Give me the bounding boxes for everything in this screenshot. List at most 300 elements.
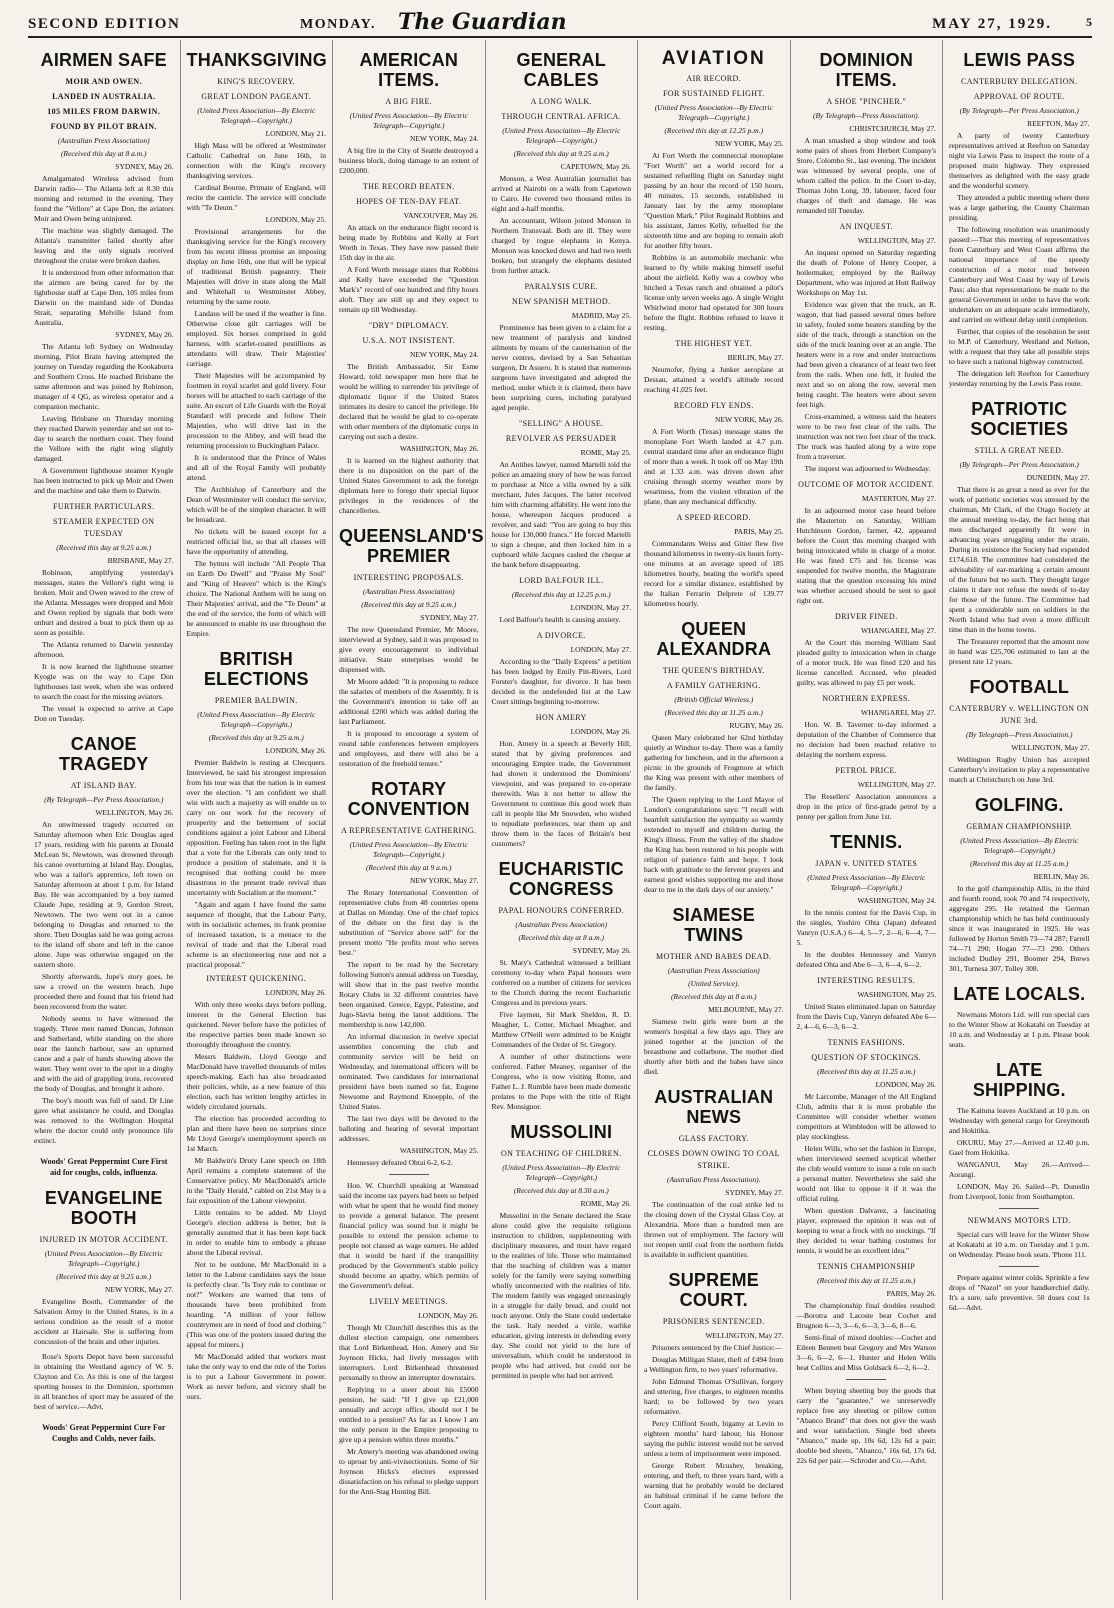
dateline: REEFTON, May 27. [1027, 119, 1090, 128]
paragraph: The report to be read by the Secretary following Sutton's annual address on Tuesday, will show that in the past twelve months Rotary Clubs in 32 different countries have been organised. Greece, Egypt, Palestine, and Jugo-Slavia being the latest additions. The membership is now 142,000. [339, 960, 479, 1029]
article-aviation [644, 50, 784, 333]
paragraph: WANGANUI, May 26.—Arrived—Aorangi. [949, 1160, 1090, 1179]
article-eucharistic-congress [492, 859, 632, 1112]
paragraph: Mr Amery's meeting was abandoned owing to uproar by anti-vivisectionists. Some of Sir Joynson Hicks's electors expressed dissatisfaction on his refusal to pledge support for the Anti-Stag Hunting Bill. [339, 1447, 479, 1496]
credit: (United Press Association—By Electric Telegraph—Copyright.) [44, 1249, 163, 1268]
dateline: SYDNEY, May 26. [572, 946, 631, 955]
paragraph: Cross-examined, a witness said the heaters were to be two feet clear of the rails. The instruction was not two feet clear of the truck. The truck was hauled along by a wire rope from a traverser. [796, 412, 936, 461]
subhead: "SELLING" A HOUSE. [518, 419, 604, 428]
article-further-particulars [34, 501, 174, 724]
subhead: QUESTION OF STOCKINGS. [811, 1053, 922, 1062]
dateline: SYDNEY, May 26. [115, 330, 174, 339]
subhead: CLOSES DOWN OWING TO COAL STRIKE. [647, 1149, 780, 1170]
dateline: MASTERTON, May 27. [862, 494, 936, 503]
subhead: U.S.A. NOT INSISTENT. [362, 336, 456, 345]
paragraph: The boy's mouth was full of sand. Dr Line gave what assistance he could, and Douglas was removed to the Wellington Hospital where the doctor could only pronounce life extinct. [34, 1096, 174, 1145]
article-selling-a-house [492, 418, 632, 570]
article-churchill [339, 1174, 479, 1291]
paragraph: An accountant, Wilson joined Monson in Northern Transvaal. Both are ill. They were charged by rogue elephants in Kenya. Monson was knocked down and had two teeth broken, but strangely the elephants desisted from further attack. [491, 216, 631, 275]
paragraph: The delegation left Reefton for Canterbury yesterday returning by the Lewis Pass route. [949, 369, 1090, 388]
subhead: MOTHER AND BABES DEAD. [656, 952, 772, 961]
paragraph: Evidence was given that the truck, an R. wagon, that had passed several times before in safety, fouled some heaters standing by the side of the track, through a stanchion on the side of the truck leaning over at an angle. The heaters were in a row and under instructions had been given a clearance of at least two feet from the rails. When one fell, it fouled the next and so on along the row, several men being caught. The heaters were about seven feet high. [796, 300, 936, 409]
paragraph: Robbins is an automobile mechanic who learned to fly while making himself useful about the airfield. Kelly was a cowboy who hitched a Texas ranch and obtained a pilot's license only seven weeks ago. A single Wright Whirlwind motor had operated for 300 hours before the flight. Robbins refused to leave it resting. [644, 253, 784, 332]
paragraph: In the tennis contest for the Davis Cup, in the singles, Yoshiro Ohta (Japan) defeated Vanryn (U.S.A.) 6—4, 5—7, 2—6, 6—4, 7—5. [796, 908, 936, 947]
column-7 [943, 40, 1096, 1600]
divider [999, 1208, 1039, 1209]
day-label: MONDAY. [300, 17, 376, 32]
subhead: AN INQUEST. [839, 222, 894, 231]
headline: ROTARY CONVENTION [347, 779, 470, 819]
paragraph: Percy Clifford South, bigamy at Levin to eighteen months' hard labour, his Honour saying the public interest would not be served unless a term of imprisonment were imposed. [644, 1419, 784, 1458]
divider [999, 1266, 1039, 1267]
credit: (By Telegraph—Press Association). [812, 111, 920, 120]
paragraph: The Atlanta left Sydney on Wednesday morning, Pilot Brain having attempted the journey on Tuesday regarding the Kookaburra and Southern Cross. He reached Brisbane the same afternoon and was joined by Robinson, manager of 4 QG, as wireless operator and a companion mechanic. [34, 342, 174, 411]
subhead: A REPRESENTATIVE GATHERING. [341, 826, 477, 835]
dateline: WHANGAREI, May 27. [861, 626, 936, 635]
subhead: HON AMERY [535, 713, 587, 722]
subhead: RECORD FLY ENDS. [673, 401, 754, 410]
divider [389, 1174, 429, 1175]
paragraph: John Edmund Thomas O'Sullivan, forgery and uttering, five charges, to eighteen months hard; to be followed by two years reformative. [644, 1377, 784, 1416]
received-time: (Received this day at 8.30 a.m.) [513, 1186, 609, 1195]
subhead: A SPEED RECORD. [676, 513, 751, 522]
received-time: (Received this day at 9 a.m.) [365, 863, 452, 872]
received-time: (Received this day at 11.25 a.m.) [970, 859, 1069, 868]
received-time: (Received this day at 8 a.m.) [518, 933, 605, 942]
headline: DOMINION ITEMS. [819, 50, 914, 90]
subhead: LORD BALFOUR ILL. [519, 576, 604, 585]
dateline: MADRID, May 25. [571, 311, 631, 320]
column-4 [486, 40, 639, 1600]
paragraph: Though Mr Churchill describes this as the dullest election campaign, one remembers that Lord Birkenhead, Hon. Amery and Sir Joynson Hicks, had lively messages with interrupters. Lord Birkenhead threatened personally to throw an interrupter downstairs. [339, 1323, 479, 1382]
paragraph: Amalgamated Wireless advised from Darwin radio— The Atlanta left at 8.30 this morning and returned in the evening. They found the "Vellore" at Cape Don, the aviators Moir and Owen being uninjured. [34, 174, 174, 223]
credit: (By Telegraph—Per Press Association.) [959, 460, 1079, 469]
article-patriotic-societies [949, 399, 1090, 667]
paragraph: LONDON, May 26. Sailed—Pt. Dunedin from Liverpool, Ionic from Southampton. [949, 1182, 1090, 1201]
subhead: FOUND BY PILOT BRAIN. [50, 122, 157, 131]
dateline: CAPETOWN, May 26. [560, 162, 631, 171]
paragraph: That there is as great a need as ever for the work of patriotic societies was stressed by the chairman, Mr Clark, of the Otago Society at the annual meeting to-day, the fact being that men discharged apparently fit were in advancing years struggling under the strain. During its existence the Society had expended £174,618. The committee had considered the advisability of ear-marking a certain amount of the future but no such. They thought larger claims it dare not refuse the needs of to-day for those of the future. The Committee had spent a considerable sum on soldiers in the North Island who had even a more difficult time than in the home towns. [949, 485, 1090, 634]
paragraph: An attack on the endurance flight record is being made by Robbins and Kelly at Fort Worth in Texas. They have now passed their 15th day in the air. [339, 223, 479, 262]
paragraph: In the doubles Hennessey and Vanryn defeated Ohta and Abe 6—3, 6—4, 6—2. [796, 950, 936, 969]
article-australian-news [644, 1087, 784, 1260]
paragraph: Prominence has been given to a claim for a new treatment of paralysis and kindred ailments by means of the cauterisation of the nerve centres, devised by a San Sebastian surgeon, Dr Asuero. It is stated that numerous surgeons have investigated and adopted the method, under which it is claimed, there have been surprising cures, including paralysed aged people. [491, 323, 631, 412]
headline: AUSTRALIAN NEWS [654, 1087, 774, 1127]
credit: (Australian Press Association) [362, 587, 455, 596]
dateline: NEW YORK, May 27. [104, 1285, 174, 1294]
article-general-cables [492, 50, 632, 276]
article-supreme-court [644, 1270, 784, 1511]
dateline: NEW YORK, May 26. [714, 415, 784, 424]
paragraph: At Fort Worth the commercial monoplane "Fort Worth" set a world record for a sustained refuelling flight on Saturday night passing by an hour the record of 150 hours, 40 minutes, 15 seconds, established in January last by the army monoplane "Question Mark." Pilot Reginald Robbins and his assistant, James Kelly, refuelled for the sixteenth time and are hoping to remain aloft for another fifty hours. [644, 151, 784, 250]
paragraph: Evangeline Booth, Commander of the Salvation Army in the United States, is in a serious condition as the result of a motor accident at Hairsale. She is suffering from concussion of the brain and other injuries. [34, 1297, 174, 1346]
subhead: A SHOE "PINCHER." [826, 97, 907, 106]
subhead: STEAMER EXPECTED ON TUESDAY [53, 517, 155, 538]
paragraph: United States eliminated Japan on Saturday from the Davis Cup, Vanryn defeated Abe 6—2, 4—6, 6—3, 6—2. [796, 1002, 936, 1031]
subhead: NEW SPANISH METHOD. [512, 297, 611, 306]
credit: (United Service). [688, 979, 740, 988]
edition-label: SECOND EDITION [28, 16, 181, 32]
subhead: CANTERBURY v. WELLINGTON ON JUNE 3rd. [949, 704, 1090, 725]
paragraph: The following resolution was unanimously passed:—That this meeting of representatives from Canterbury and West Coast affirms the national importance of the speedy construction of a motor road between Canterbury and West Coast by way of Lewis Pass; also that representations be made to the general Government in order to have the work undertaken on an adequate scale immediately, and carried on without delay until completion. [949, 225, 1090, 324]
headline: CANOE TRAGEDY [59, 734, 149, 774]
dateline: WASHINGTON, May 25. [399, 1146, 479, 1155]
dateline: MELBOURNE, May 27. [708, 1005, 784, 1014]
paragraph: The British Ambassador, Sir Esme Howard, told newspaper men here that he would be willing to surrender his privilege of diplomatic liquor if the United States intimates its desire to cancel the privilege. He declared that he would be glad to co-operate with other members of the diplomatic corps in carrying out such a desire. [339, 362, 479, 441]
paragraph: Shortly afterwards, Jupe's story goes, he saw a crowd on the western beach. Jupe proceeded there and found that his friend had been recovered from the water. [34, 972, 174, 1011]
article-football [949, 677, 1090, 785]
credit: (United Press Association—By Electric Telegraph—Copyright.) [197, 710, 316, 729]
paragraph: Further, that copies of the resolution be sent to M.P. of Canterbury, Westland and Nelson, with a request that they take all possible steps to have such a national highway constructed. [949, 327, 1090, 366]
paragraph: A Fort Worth (Texas) message states the monoplane Fort Worth landed at 4.7 p.m. central standard time after an endurance flight of more than a week. It took off on May 19th and at 1.33 a.m. was driven down after cruising through stormy weather more by weariness, from the violent vibration of the plane, than any mechanical difficulty. [644, 427, 784, 506]
paragraph: The new Queensland Premier, Mr Moore, interviewed at Sydney, said it was proposed to give every encouragement to individual initiative. State enterprises would be dispensed with. [339, 625, 479, 674]
subhead: LIVELY MEETINGS. [369, 1297, 449, 1306]
subhead: STILL A GREAT NEED. [974, 446, 1064, 455]
dateline: LONDON, May 26. [265, 988, 326, 997]
subhead: FURTHER PARTICULARS. [53, 502, 155, 511]
subhead: PRISONERS SENTENCED. [662, 1317, 765, 1326]
paragraph: A party of twenty Canterbury representatives arrived at Reefton on Saturday night via Lewis Pass to inspect the route of a proposed main highway. They expressed themselves as delighted with the easy grade and the wonderful scenery. [949, 131, 1090, 190]
article-canoe-tragedy [34, 734, 174, 1146]
received-time: (Received this day at 8 a.m.) [670, 992, 757, 1001]
paragraph: The continuation of the coal strike led to the closing down of the Crystal Glass Coy. at Alexandria. More than a hundred men are thrown out of employment. The factory will not reopen until coal from the northern fields is available in sufficient quantities. [644, 1200, 784, 1259]
credit: (United Press Association—By Electric Telegraph—Copyright.) [349, 840, 468, 859]
paragraph: Queen Mary celebrated her 62nd birthday quietly at Windsor to-day. There was a family gathering for luncheon, and in the afternoon a picnic in the grounds of Frogmore at which the King was present with other members of the family. [644, 733, 784, 792]
subhead: INTEREST QUICKENING. [206, 974, 307, 983]
paragraph: Lord Balfour's health is causing anxiety. [499, 615, 621, 624]
article-northern-express [797, 693, 937, 760]
subhead: TENNIS FASHIONS. [827, 1038, 905, 1047]
paragraph: A Ford Worth message states that Robbins and Kelly have exceeded the "Question Mark's" record of one hundred and fifty hours aloft. They are still up and they expect to remain up till Wednesday. [339, 265, 479, 314]
article-interesting-results [797, 975, 937, 1032]
paragraph: Commandants Weiss and Gitier flew five thousand kilometres in twenty-six hours forty-one minutes at an average speed of 185 kilometres hourly, beating the world's speed record for a similar distance, established by the Italian Ferrarin Delprete of 139.77 kilometres hourly. [644, 539, 784, 608]
dateline: WASHINGTON, May 24. [857, 896, 936, 905]
subhead: GLASS FACTORY. [678, 1134, 749, 1143]
subhead: AT ISLAND BAY. [70, 781, 137, 790]
paragraph: The vessel is expected to arrive at Cape Don on Tuesday. [34, 704, 174, 723]
subhead: PREMIER BALDWIN. [214, 696, 298, 705]
dateline: LONDON, May 21. [265, 129, 326, 138]
credit: (Australian Press Association). [666, 1175, 761, 1184]
article-late-locals [949, 984, 1090, 1050]
dateline: WHANGAREI, May 27. [861, 708, 936, 717]
article-record-beaten [339, 181, 479, 315]
credit: (Australian Press Association) [57, 136, 150, 145]
headline: SIAMESE TWINS [672, 905, 755, 945]
dateline: LONDON, May 27. [570, 645, 631, 654]
paragraph: Mr Baldwin's Drury Lane speech on 18th April remains a complete statement of the Conservative policy. Mr MacDonald's article in the "Daily Herald," cabled on 21st May is a fair exposition of the Labour viewpoint. [186, 1156, 326, 1205]
subhead: 105 MILES FROM DARWIN. [47, 107, 161, 116]
headline: BRITISH ELECTIONS [203, 649, 309, 689]
advertisement-title: NEWMANS MOTORS LTD. [967, 1216, 1071, 1225]
article-inquest [797, 221, 937, 474]
credit: (United Press Association—By Electric Telegraph—Copyright.) [502, 126, 621, 145]
article-dominion-items [797, 50, 937, 216]
dateline: DUNEDIN, May 27. [1026, 473, 1090, 482]
advertisement: Woods' Great Peppermint Cure First aid for coughs, colds, influenza. [40, 1157, 168, 1177]
paragraph: Landaus will be used if the weather is fine. Otherwise close gilt carriages will be employed. Six horses comprised in gold harness, with scarlet-coated postillions as attendants will draw. Their Majesties' carriage. [186, 309, 326, 368]
paragraph: At the Court this morning William Saul pleaded guilty to intoxication when in charge of a motor truck. He was fined £20 and his license cancelled. Accused, who pleaded guilty, was allowed to pay £5 per week. [796, 638, 936, 687]
paragraph: The inquest was adjourned to Wednesday. [804, 464, 931, 473]
dateline: NEW YORK, May 24. [409, 350, 479, 359]
dateline: LONDON, May 26. [570, 727, 631, 736]
paragraph: The Kaituna leaves Auckland at 10 p.m. on Wednesday with general cargo for Greymouth and Hokitika. [949, 1106, 1090, 1135]
subhead: JAPAN v. UNITED STATES [815, 859, 918, 868]
paragraph: Newmans Motors Ltd. will run special cars to the Winter Show at Kokatahi on Tuesday at 10 a.m. and Wednesday at 1 p.m. Please book seats. [949, 1010, 1090, 1049]
article-tennis [797, 832, 937, 970]
paragraph: Five laymen, Sir Mark Sheldon, R. D. Meagher, L. Cotter, Michael Meagher, and Matthew O'Neill were admitted to be Knight Commanders of the Order of St. Gregory. [491, 1010, 631, 1049]
article-speed-record [644, 512, 784, 609]
dateline: WELLINGTON, May 27. [1011, 743, 1090, 752]
paragraph: In an adjourned motor case heard before the Masterton on Saturday, William Hutchinson Gordon, farmer, 42, appeared before the Court this morning charged with being intoxicated while in charge of a motor. He was fined £75 and his license was suspended for twelve months, the Magistrate stating that the question excessing his mind was whether accused should be sent to gaol right out. [796, 506, 936, 605]
article-queenslands-premier [339, 526, 484, 769]
paragraph: The Atlanta returned to Darwin yesterday afternoon. [34, 640, 174, 659]
received-time: (Received this day at 9.25 a.m.) [56, 1272, 152, 1281]
subhead: PETROL PRICE. [835, 766, 898, 775]
paragraph: A big fire in the City of Seattle destroyed a business block, doing damage to an extent of £200,000. [339, 146, 479, 175]
article-american-items [339, 50, 479, 176]
headline: THANKSGIVING [186, 50, 327, 70]
paragraph: Hon. Amery in a speech at Beverly Hill, stated that by giving preferences and encouraging Empire trade, the Government had shown it understood the Dominions' viewpoint, and was prepared to co-operate therewith. Was it not better to allow the Government to continue this good work than call in people like Mr Snowden, who wished to repudiate preferences, tear them up and throw them in the faces of Britain's best customers? [491, 739, 631, 848]
article-lewis-pass [949, 50, 1090, 389]
received-time: (Received this day at 11.25 a.m.) [817, 1276, 916, 1285]
paragraph: The machine was slightly damaged. The Atlanta's transmitter failed shortly after leaving and the only signals received throughout the cruise were broken dashes. [34, 226, 174, 265]
paragraph: High Mass will be offered at Westminster Catholic Cathedral on June 16th, in connection with the King's recovery thanksgiving services. [186, 141, 326, 180]
paragraph: The Resellers' Association announces a drop in the price of first-grade petrol by a penny per gallon from June 1st. [796, 792, 936, 821]
paragraph: A Government lighthouse steamer Kyogle has been instructed to pick up Moir and Owen and the machine and take them to Darwin. [34, 466, 174, 495]
paragraph: Hon. W. Churchill speaking at Wanstead said the income tax payers had been so helped with what he spent that he would find money to provide a general balance. The present financial policy was sound but it might be possible to extend the pension scheme to people not classed as wage earners. He added that it would be hard if the tranquillity produced by the Government's stable policy should become an apathy, which permits of the Government's defeat. [339, 1181, 479, 1290]
article-rotary-convention [339, 779, 479, 1168]
article-lord-balfour [492, 575, 632, 625]
paragraph: They attended a public meeting where there was a large gathering, the County Chairman presiding. [949, 193, 1090, 222]
advertisement: Special cars will leave for the Winter Show at Kokatahi at 10 a.m. on Tuesday and 1 p.m. on Wednesday. Please book seats. 'Phone 111. [949, 1230, 1090, 1259]
article-motor-accident [797, 479, 937, 606]
credit: (By Telegraph—Per Press Association.) [959, 106, 1079, 115]
paragraph: Mr MacDonald added that workers must take the only way to end the rule of the Tories is to put a Labour Government in power. Work as never before, and victory shall be ours. [186, 1352, 326, 1401]
paragraph: It is proposed to encourage a system of round table conferences between employers and employees, and there will also be a restoration of the freehold tenure." [339, 729, 479, 768]
subhead: FOR SUSTAINED FLIGHT. [662, 89, 765, 98]
paragraph: Semi-final of mixed doubles:—Cochet and Eileen Bennett beat Gregory and Mrs Watson 3—6, 6—2, 6—1. Hunter and Helen Wills beat Collins and Miss Goldsack 6—2, 6—2. [796, 1333, 936, 1372]
received-time: (Received this day at 11.25 a.m.) [817, 1067, 916, 1076]
paragraph: Robinson, amplifying yesterday's messages, states the Vellore's right wing is broken. Moir and Owen waved to the crew of the Atlanta. Messages were dropped and Moir and Owen replied by signals that both were unhurt and desired a boat to pick them up as soon as possible. [34, 568, 174, 637]
paragraph: An informal discussion in twelve special assemblies concerning the club and community service will be held on Wednesday, and international officers will be nominated. Two candidates for international president have been named so far, Eugene Newsome and Raymond Knoepple, of the United States. [339, 1032, 479, 1111]
masthead [28, 8, 1092, 38]
received-time: (Received this day at 11.25 a.m.) [664, 708, 763, 717]
subhead: MOIR AND OWEN. [65, 77, 142, 86]
subhead: "DRY" DIPLOMACY. [368, 321, 449, 330]
article-tennis-fashions [797, 1037, 937, 1256]
paragraph: When question Dalvarez, a fascinating player, expressed the opinion it was out of keeping to wear a frock with no stockings. "If they decided to wear bathing costumes for tennis, it would be an excellent idea." [796, 1206, 936, 1255]
column-6 [791, 40, 944, 1600]
subhead: HOPES OF TEN-DAY FEAT. [356, 197, 462, 206]
credit: (United Press Association—By Electric Telegraph—Copyright.) [197, 106, 316, 125]
advertisement: Rose's Sports Depot have been successful in obtaining the Westland agency of W. S. Clayton and Co. As this is one of the largest sporting houses in the Dominion, sportsmen in all branches of sport may be assured of the best of service.—Advt. [34, 1352, 174, 1411]
article-evangeline-booth [34, 1188, 174, 1347]
credit: (By Telegraph—Press Association.) [965, 730, 1073, 739]
headline: SUPREME COURT. [668, 1270, 759, 1310]
paragraph: Replying to a sneer about his £5000 pension, he said: "If I give up £21,000 annually and accept office, should not I be entitled to a pension? As far as I know I am the only person in the Empire proposing to give up a pension within three months." [339, 1385, 479, 1444]
headline: QUEENSLAND'S PREMIER [339, 526, 484, 566]
paragraph: Douglas Milligan Slater, theft of £494 from a Wellington firm, to two years' reformative. [644, 1355, 784, 1374]
paragraph: It is now learned the lighthouse steamer Kyogle was on the way to Cape Don lighthouses last week, when she was ordered to search the coast for the missing aviators. [34, 662, 174, 701]
paragraph: OKURU, May 27.—Arrived at 12.40 p.m. Gael from Hokitika. [949, 1138, 1090, 1157]
paragraph: Wellington Rugby Union has accepted Canterbury's invitation to play a representative match at Christchurch on June 3rd. [949, 755, 1090, 784]
headline: AIRMEN SAFE [40, 50, 167, 70]
paragraph: The championship final doubles resulted:—Borotra and Lacoste beat Cochet and Brugnon 6—3, 3—6, 6—3, 3—6, 8—6. [796, 1301, 936, 1330]
paragraph: It is learned on the highest authority that there is no disposition on the part of the United States Government to ask the foreign diplomats here to forego their special liquor privileges in the residences of the chancelleries. [339, 456, 479, 515]
dateline: BRISBANE, May 27. [107, 556, 174, 565]
headline: LATE SHIPPING. [972, 1060, 1066, 1100]
paragraph: No tickets will be issued except for a restricted official list, so that all classes will have the opportunity of attending. [186, 527, 326, 556]
paragraph: The Queen replying to the Lord Mayor of London's congratulations says: "I recall with heartfelt satisfaction the sympathy so warmly extended to myself and children during the King's illness. From the valley of the shadow the King has been restored to his people with religion of patience faith and hope. I look back with gratitude to the fervent prayers and earnest good wishes supporting me and those dear to me in the dark days of our anxiety." [644, 795, 784, 894]
headline: QUEEN ALEXANDRA [656, 619, 772, 659]
article-thanksgiving [187, 50, 327, 639]
dateline: LONDON, May 27. [570, 603, 631, 612]
paragraph: Mr Larcombe, Manager of the All England Club, admits that it is most probable the Committee will consider whether women competitors at Wimbledon will be allowed to play stockingless. [796, 1092, 936, 1141]
headline: FOOTBALL [969, 677, 1070, 697]
received-time: (Received this day at 9.25 a.m.) [361, 600, 457, 609]
dateline: SYDNEY, May 27. [725, 1188, 784, 1197]
headline: LATE LOCALS. [953, 984, 1086, 1004]
dateline: LONDON, May 25. [265, 215, 326, 224]
credit: (United Press Association—By Electric Telegraph—Copyright.) [960, 836, 1079, 855]
subhead: INJURED IN MOTOR ACCIDENT. [39, 1235, 168, 1244]
paragraph: According to the "Daily Express" a petition has been lodged by Emily Pitt-Rivers, Lord Forster's daughter, for divorce. It has been decided in the undefended list at the Law Court sittings beginning to-morrow. [491, 657, 631, 706]
paragraph: Provisional arrangements for the thanksgiving service for the King's recovery from his recent illness promise an imposing display on June 16th, one that will be typical of traditional British pageantry. Their Majesties will drive in state along the Mall and Whitehall to Westminster Abbey, returning by the same route. [186, 227, 326, 306]
paragraph: The hymns will include "All People That on Earth Do Dwell" and "Praise My Soul" and "King of Heaven" which is the King's choice. The National Anthem will be sung on Their Majesties' arrival, and the "Te Deum" at the end of the service, the form of which will be announced to enable its use throughout the Empire. [186, 559, 326, 638]
paragraph: Little remains to be added. Mr Lloyd George's election address is better, but is generally assumed that it has been kept back in order to enable him to embody a phrase about the Liberal revival. [186, 1208, 326, 1257]
paragraph: St. Mary's Cathedral witnessed a brilliant ceremony to-day when Papal honours were conferred on a number of citizens for services to the Church during the recent Eucharistic Congress and in previous years. [491, 958, 631, 1007]
headline: AMERICAN ITEMS. [359, 50, 459, 90]
subhead: A FAMILY GATHERING. [666, 681, 761, 690]
headline: MUSSOLINI [510, 1122, 613, 1142]
dateline: WELLINGTON, May 27. [857, 236, 936, 245]
credit: (United Press Association—By Electric Telegraph—Copyright.) [807, 873, 926, 892]
dateline: ROME, May 25. [580, 448, 631, 457]
article-mussolini [492, 1122, 632, 1381]
paragraph: Mussolini in the Senate declared the State alone could give the requisite religious instruction to children, supplementing with disciplinary measures, and must have regard to the realities of life. Those who maintained that the teaching of children was a matter solely for the family were saying something wholly unconnected with the realities of life. The modern family was engaged unceasingly in a struggle for daily bread, and could not teach anyone. Only the State could undertake the task. Italy needed a virile, warlike education, giving interests in defending every day. She could not yield to the lure of universalism, which could be understood in people who had arrived, but could not be permitted in people who had not arrived. [491, 1211, 631, 1380]
newspaper-title: The Guardian [398, 9, 567, 35]
dateline: PARIS, May 25. [734, 527, 784, 536]
subhead: LANDED IN AUSTRALIA. [52, 92, 156, 101]
page-number: 5 [1086, 15, 1092, 29]
dateline: BERLIN, May 27. [727, 353, 784, 362]
article-british-elections [187, 649, 327, 1402]
paragraph: Helen Wills, who set the fashion in Europe, when interviewed seemed sceptical whether the club would venture to issue a rule on such a personal matter. Nevertheless she said she would not like to oppose it if it was the official ruling. [796, 1144, 936, 1203]
paragraph: Hon. W. B. Taverner to-day informed a deputation of the Chamber of Commerce that no decision had been reached relative to delaying the northern express. [796, 720, 936, 759]
paragraph: Cardinal Bourne, Primate of England, will recite the canticle. The service will conclude with "Te Deum." [186, 183, 326, 212]
subhead: INTERESTING PROPOSALS. [353, 573, 464, 582]
paragraph: A man smashed a shop window and took some pairs of shoes from Herbert Company's Store, Colombo St., last evening. The incident was witnessed by several people, one of whom called the police. In the Court to-day, Thomas John Long, 39, labourer, faced four charges of theft and damage. He was remanded till Tuesday. [796, 136, 936, 215]
article-airmen-safe [34, 50, 174, 496]
subhead: KING'S RECOVERY. [217, 77, 296, 86]
dateline: SYDNEY, May 27. [420, 613, 479, 622]
subhead: OUTCOME OF MOTOR ACCIDENT. [798, 480, 935, 489]
headline: GENERAL CABLES [516, 50, 606, 90]
paragraph: With only three weeks days before polling, interest in the General Election has quickened. Never before have the policies of the respective parties been made known so thoroughly throughout the country. [186, 1000, 326, 1049]
headline: EUCHARISTIC CONGRESS [498, 859, 624, 899]
dateline: ROME, May 26. [580, 1199, 631, 1208]
article-divorce [492, 630, 632, 707]
received-time: (Received this day at 9.25 a.m.) [513, 149, 609, 158]
subhead: GERMAN CHAMPIONSHIP. [966, 822, 1073, 831]
paragraph: "Again and again I have found the same sequence of thought, that the Labour Party, with its socialistic schemes, its frank promise of increased taxation, is a menace to the revival of trade and that the Liberal road scheme is an electioneering ruse and not a practical proposal." [186, 900, 326, 969]
paragraph: In the golf championship Allis, in the third and fourth round, took 70 and 74 respectively, aggregate 295. He retained the German championship which he has held continuously since it was inaugurated in 1925. He was followed by Horton Smith 73—74 287; Farrell 74—71 290; Hogan 77—73 290. Others included Dudley 291, Boomer 294, Brews 301, Turnesa 307, Tolley 308. [949, 884, 1090, 973]
received-time: (Received this day at 8 a.m.) [60, 149, 147, 158]
paragraph: Messrs Baldwin, Lloyd George and MacDonald have travelled thousands of miles speech-making. Each has also broadcasted their policies, while, as a new feature of this election, each has written lengthy articles in widely circulated journals. [186, 1052, 326, 1111]
credit: (United Press Association—By Electric Telegraph—Copyright.) [654, 103, 773, 122]
paragraph: Neumofer, flying a Junker aeroplane at Dessau, attained a world's altitude record reaching 41,025 feet. [644, 365, 784, 394]
advertisement: Prepare against winter colds. Sprinkle a few drops of "Nazol" on your handkerchief daily. It's a sure, safe preventive. 50 doses cost 1s 6d.—Advt. [949, 1273, 1090, 1312]
dateline: LONDON, May 26. [265, 746, 326, 755]
dateline: PARIS, May 26. [886, 1289, 936, 1298]
dateline: NEW YORK, May 24. [409, 134, 479, 143]
paragraph: An inquest opened on Saturday regarding the death of Polone of Henry Cooper, a boilermaker, employed by the Railway Department, who was injured at Hutt Railway Workshops on May 1st. [796, 248, 936, 297]
received-time: (Received this day at 9.25 a.m.) [56, 543, 152, 552]
dateline: NEW YORK, May 27. [409, 876, 479, 885]
credit: (United Press Association—By Electric Telegraph—Copyright.) [349, 111, 468, 130]
dateline: LONDON, May 26. [875, 1080, 936, 1089]
subhead: THE QUEEN'S BIRTHDAY. [662, 666, 765, 675]
subhead: CANTERBURY DELEGATION. [961, 77, 1078, 86]
paragraph: Premier Baldwin is resting at Checquers. Interviewed, he said his strongest impression from his tour was that the nation is in earnest over the election. "I am confident we shall win with such a majority as will enable us to carry on our work for the recovery of prosperity and the betterment of social conditions against a joint Labour and Liberal opposition. Feeling has taken root in the fight that a vote for the Liberals can only tend to produce a position of stalemate, and it is recognised that nothing could be more disastrous to the present trade revival than uncertainty with Socialism at the moment." [186, 758, 326, 897]
column-2 [181, 40, 334, 1600]
paragraph: The Archbishop of Canterbury and the Dean of Westminster will conduct the service, which will be of the simplest character. It will be broadcast. [186, 485, 326, 524]
article-hon-amery [492, 712, 632, 849]
paragraph: The Treasurer reported that the amount now in hand was £25,706 estimated to last at the present rate 12 years. [949, 637, 1090, 666]
headline: EVANGELINE BOOTH [44, 1188, 163, 1228]
article-driver-fined [797, 611, 937, 688]
paragraph: Hennessey defeated Ohtai 6-2, 6-2. [347, 1158, 453, 1167]
subhead: AIR RECORD. [686, 74, 742, 83]
subhead: PARALYSIS CURE. [524, 282, 598, 291]
dateline: WELLINGTON, May 27. [857, 780, 936, 789]
dateline: BERLIN, May 26. [1033, 872, 1090, 881]
subhead: REVOLVER AS PERSUADER [505, 434, 617, 443]
article-late-shipping [949, 1060, 1090, 1202]
received-time: (Received this day at 12.25 p.m.) [511, 590, 611, 599]
headline: AVIATION [661, 48, 766, 69]
paragraph: Prisoners sentenced by the Chief Justice:— [652, 1343, 783, 1352]
headline: PATRIOTIC SOCIETIES [970, 399, 1069, 439]
paragraph: Mr Moore added: "It is proposing to reduce the salaries of members of the Assembly. It is the Government's intention to take off an additional £200 which was added during the last Parliament. [339, 677, 479, 726]
article-tennis-championship [797, 1261, 937, 1373]
article-record-fly-ends [644, 400, 784, 507]
dateline: WELLINGTON, May 27. [705, 1331, 784, 1340]
credit: (By Telegraph—Per Press Association.) [44, 795, 164, 804]
credit: (United Press Association—By Electric Telegraph—Copyright.) [502, 1163, 621, 1182]
paragraph: The last two days will be devoted to the balloting and hearing of several important addresses. [339, 1114, 479, 1143]
dateline: CHRISTCHURCH, May 27. [849, 124, 936, 133]
article-petrol-price [797, 765, 937, 822]
paragraph: The Rotary International Convention of representative clubs from 48 countries opens at Dallas on Monday. One of the chief topics of the debate on the first day is the substitution of "Service above self" for the present motto "He profits most who serves best." [339, 888, 479, 957]
credit: (British Official Wireless.) [674, 695, 754, 704]
subhead: DRIVER FINED. [834, 612, 898, 621]
headline: TENNIS. [830, 832, 903, 852]
credit: (Australian Press Association) [515, 920, 608, 929]
article-lively-meetings [339, 1296, 479, 1497]
divider [846, 1379, 886, 1380]
dateline: VANCOUVER, May 26. [403, 211, 479, 220]
paragraph: An unwitnessed tragedy occurred on Saturday afternoon when Eric Douglas aged 17 years, residing with his parents at Donald McLean St, Newtown, was drowned through his canoe overturning at Island Bay. Douglas, who was a tailor's apprentice, left town on Saturday afternoon at about 1 p.m. for Island Bay. He was accompanied by a boy named Claude Jupe, residing at 9, Gordon Street, Newtown. The two went out in a canoe belonging to Douglas and returned to the shore. Then Douglas said he was going across to the island off shore and left in the canoe alone. Jupe was otherwise engaged on the eastern shore. [34, 820, 174, 969]
paragraph: A number of other distinctions were conferred. Father Meaney, organiser of the Congress, who is now visiting Rome, and Father L. J. Rumble have been made domestic prelates to the Pope with the title of Right Rev. Monsignor. [491, 1052, 631, 1111]
article-highest-yet [644, 338, 784, 395]
subhead: GREAT LONDON PAGEANT. [201, 92, 312, 101]
advertisement: Woods' Great Peppermint Cure For Coughs and Colds, never fails. [42, 1423, 166, 1443]
column-5 [638, 40, 791, 1600]
article-golfing [949, 795, 1090, 974]
subhead: ON TEACHING OF CHILDREN. [500, 1149, 622, 1158]
